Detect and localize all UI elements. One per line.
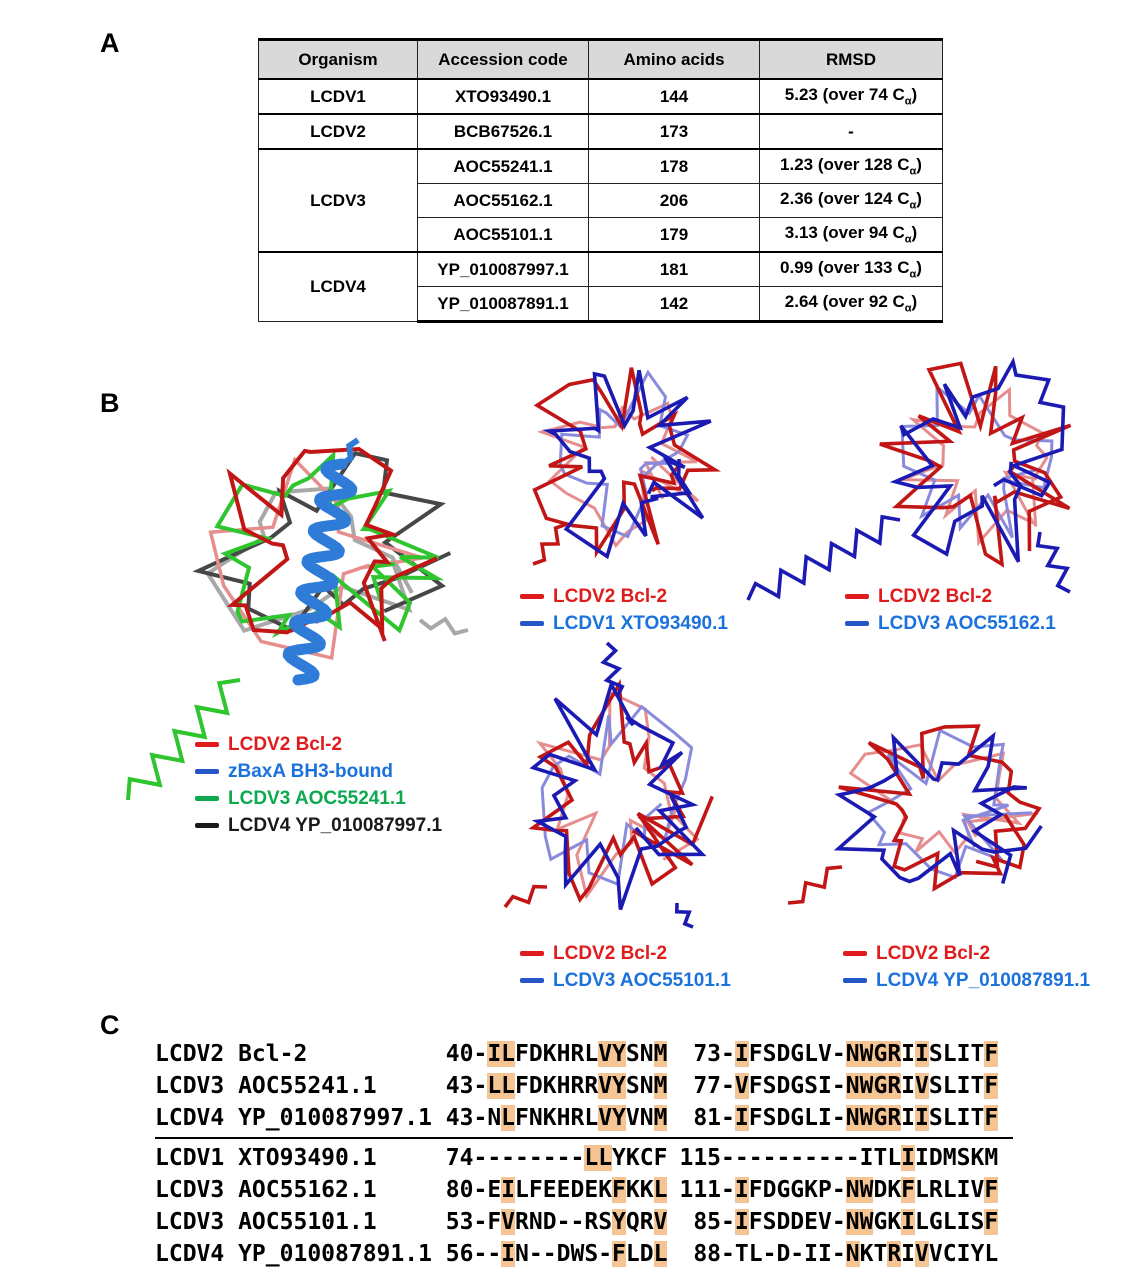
- residue-number: 81-: [693, 1105, 735, 1131]
- alignment-row-name: LCDV3 AOC55101.1: [155, 1209, 377, 1235]
- residue-number: 43-: [445, 1073, 488, 1099]
- legend-color-dash-icon: [843, 951, 867, 956]
- cell-accession: YP_010087997.1: [418, 252, 589, 287]
- legend-lcdv3-aoc55162-pair: [845, 583, 1056, 637]
- legend-color-dash-icon: [195, 796, 219, 801]
- legend-color-dash-icon: [520, 951, 544, 956]
- cell-organism: LCDV3: [259, 149, 418, 252]
- alignment-row-name: LCDV4 YP_010087891.1: [155, 1241, 432, 1267]
- residue-number: 53-: [445, 1209, 488, 1235]
- residue-number: 115-: [679, 1145, 735, 1171]
- alignment-row: [155, 1238, 1013, 1270]
- table-header-amino-acids: Amino acids: [589, 40, 760, 80]
- sequence-segment: 40-ILFDKHRLVYSNM: [446, 1038, 668, 1070]
- legend-color-dash-icon: [195, 769, 219, 774]
- legend-color-dash-icon: [843, 978, 867, 983]
- cell-amino-acids: 178: [589, 149, 760, 184]
- legend-label: LCDV3 AOC55162.1: [878, 612, 1056, 634]
- residue-number: 40-: [445, 1041, 488, 1067]
- cell-organism: LCDV2: [259, 114, 418, 149]
- alignment-row: [155, 1038, 1013, 1070]
- residue-number: 73-: [693, 1041, 735, 1067]
- alignment-row: [155, 1206, 1013, 1238]
- legend-label: LCDV3 AOC55101.1: [553, 969, 731, 991]
- legend-item: [845, 583, 1056, 610]
- cell-amino-acids: 206: [589, 184, 760, 218]
- sequence-segment: 43-LLFDKHRRVYSNM: [446, 1070, 668, 1102]
- rmsd-table: [258, 38, 943, 323]
- cell-amino-acids: 181: [589, 252, 760, 287]
- residue-number: 111-: [679, 1177, 735, 1203]
- table-row: [259, 79, 943, 114]
- legend-item: [845, 610, 1056, 637]
- sequence-segment: 111-IFDGGKP-NWDKFLRLIVF: [679, 1174, 998, 1206]
- sequence-segment: 81-IFSDGLI-NWGRIISLITF: [679, 1102, 998, 1134]
- alignment-row-name: LCDV3 AOC55162.1: [155, 1177, 377, 1203]
- residue-number: 85-: [693, 1209, 735, 1235]
- sequence-segment: 74--------LLYKCF: [446, 1142, 668, 1174]
- legend-label: LCDV2 Bcl-2: [876, 942, 991, 964]
- residue-number: 77-: [693, 1073, 735, 1099]
- cell-accession: AOC55162.1: [418, 184, 589, 218]
- legend-label: LCDV2 Bcl-2: [228, 733, 343, 755]
- cell-organism: LCDV1: [259, 79, 418, 114]
- alignment-row-name: LCDV2 Bcl-2: [155, 1041, 308, 1067]
- alignment-row: [155, 1174, 1013, 1206]
- cell-accession: BCB67526.1: [418, 114, 589, 149]
- cell-amino-acids: 144: [589, 79, 760, 114]
- legend-item: [195, 812, 442, 839]
- sequence-segment: 73-IFSDGLV-NWGRIISLITF: [679, 1038, 998, 1070]
- legend-label: LCDV3 AOC55241.1: [228, 787, 406, 809]
- structure-superposition-lcdv4: [780, 695, 1080, 935]
- table-row: [259, 252, 943, 287]
- legend-label: zBaxA BH3-bound: [228, 760, 394, 782]
- legend-color-dash-icon: [195, 742, 219, 747]
- structure-superposition-lcdv3-aoc55162: [740, 342, 1137, 617]
- cell-rmsd: 1.23 (over 128 $C_\alpha$): [760, 149, 943, 184]
- legend-color-dash-icon: [520, 978, 544, 983]
- legend-lcdv3-aoc55101-pair: [520, 940, 731, 994]
- sequence-segment: 85-IFSDDEV-NWGKILGLISF: [679, 1206, 998, 1238]
- cell-rmsd: 5.23 (over 74 $C_\alpha$): [760, 79, 943, 114]
- legend-color-dash-icon: [845, 594, 869, 599]
- legend-item: [520, 583, 728, 610]
- legend-item: [520, 610, 728, 637]
- sequence-segment: 80-EILFEEDEKFKKL: [446, 1174, 668, 1206]
- legend-item: [520, 967, 731, 994]
- cell-accession: AOC55101.1: [418, 218, 589, 253]
- alignment-row-name: LCDV4 YP_010087997.1: [155, 1105, 432, 1131]
- cell-rmsd: 0.99 (over 133 $C_\alpha$): [760, 252, 943, 287]
- residue-number: 80-: [445, 1177, 488, 1203]
- sequence-alignment: [155, 1038, 1013, 1270]
- legend-lcdv4-pair: [843, 940, 1090, 994]
- cell-amino-acids: 142: [589, 287, 760, 322]
- cell-accession: YP_010087891.1: [418, 287, 589, 322]
- table-row: [259, 149, 943, 184]
- sequence-segment: 53-FVRND--RSYQRV: [446, 1206, 668, 1238]
- panel-label-b: B: [100, 388, 120, 418]
- legend-label: LCDV2 Bcl-2: [553, 942, 668, 964]
- legend-large-superposition: [195, 731, 442, 839]
- sequence-segment: 77-VFSDGSI-NWGRIVSLITF: [679, 1070, 998, 1102]
- legend-label: LCDV2 Bcl-2: [553, 585, 668, 607]
- panel-label-c: C: [100, 1010, 120, 1040]
- table-row: [259, 114, 943, 149]
- structure-superposition-lcdv1: [505, 342, 740, 582]
- sequence-segment: 43-NLFNKHRLVYVNM: [446, 1102, 668, 1134]
- sequence-segment: 56--IN--DWS-FLDL: [446, 1238, 668, 1270]
- table-header-organism: Organism: [259, 40, 418, 80]
- legend-label: LCDV1 XTO93490.1: [553, 612, 728, 634]
- cell-organism: LCDV4: [259, 252, 418, 322]
- legend-color-dash-icon: [845, 621, 869, 626]
- table-header-accession-code: Accession code: [418, 40, 589, 80]
- cell-accession: XTO93490.1: [418, 79, 589, 114]
- table-header-rmsd: RMSD: [760, 40, 943, 80]
- alignment-group-divider: [155, 1137, 1013, 1139]
- cell-rmsd: -: [760, 114, 943, 149]
- legend-color-dash-icon: [520, 594, 544, 599]
- alignment-row-name: LCDV3 AOC55241.1: [155, 1073, 377, 1099]
- cell-accession: AOC55241.1: [418, 149, 589, 184]
- residue-number: 56-: [445, 1241, 488, 1267]
- legend-item: [843, 967, 1090, 994]
- legend-label: LCDV4 YP_010087997.1: [228, 814, 443, 836]
- legend-item: [195, 758, 442, 785]
- residue-number: 74-: [445, 1145, 488, 1171]
- legend-label: LCDV4 YP_010087891.1: [876, 969, 1091, 991]
- structure-superposition-lcdv3-aoc55101: [495, 635, 740, 935]
- cell-rmsd: 2.64 (over 92 $C_\alpha$): [760, 287, 943, 322]
- legend-item: [520, 940, 731, 967]
- sequence-segment: 88-TL-D-II-NKTRIVVCIYL: [679, 1238, 998, 1270]
- cell-amino-acids: 173: [589, 114, 760, 149]
- alignment-row: [155, 1142, 1013, 1174]
- legend-color-dash-icon: [520, 621, 544, 626]
- alignment-row-name: LCDV1 XTO93490.1: [155, 1145, 377, 1171]
- legend-item: [195, 731, 442, 758]
- panel-label-a: A: [100, 28, 120, 58]
- sequence-segment: 115----------ITLIIDMSKM: [679, 1142, 998, 1174]
- cell-rmsd: 2.36 (over 124 $C_\alpha$): [760, 184, 943, 218]
- residue-number: 43-: [445, 1105, 488, 1131]
- cell-rmsd: 3.13 (over 94 $C_\alpha$): [760, 218, 943, 253]
- legend-label: LCDV2 Bcl-2: [878, 585, 993, 607]
- cell-amino-acids: 179: [589, 218, 760, 253]
- legend-item: [195, 785, 442, 812]
- legend-lcdv1-pair: [520, 583, 728, 637]
- legend-item: [843, 940, 1090, 967]
- residue-number: 88-: [693, 1241, 735, 1267]
- alignment-row: [155, 1070, 1013, 1102]
- alignment-row: [155, 1102, 1013, 1134]
- legend-color-dash-icon: [195, 823, 219, 828]
